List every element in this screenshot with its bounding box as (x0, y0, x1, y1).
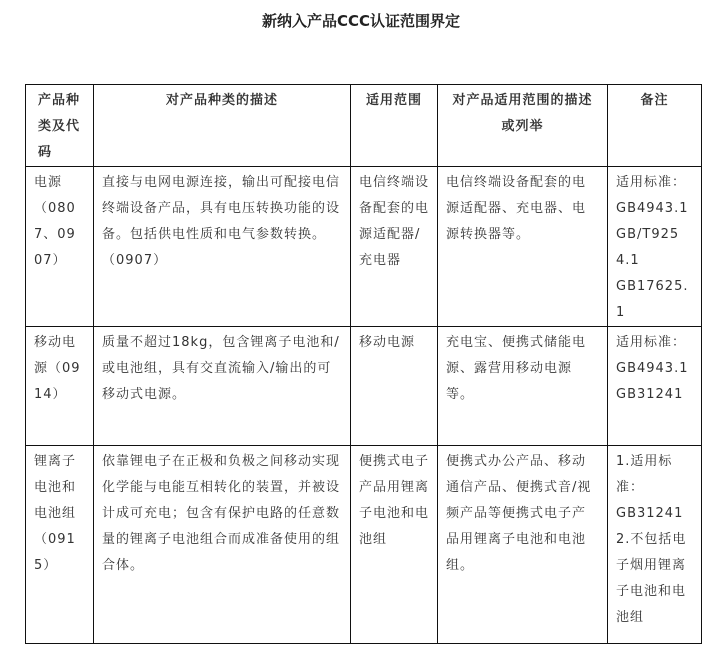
ccc-scope-table (25, 84, 702, 644)
remark-line: GB31241 (616, 506, 684, 521)
cell-category: 移动电源（0914） (26, 327, 94, 446)
remark-line: GB17625.1 (616, 279, 689, 320)
remark-line: GB/T9254.1 (616, 227, 680, 268)
cell-remarks (608, 327, 702, 446)
remark-line: 适用标准： (616, 335, 687, 350)
cell-remarks (608, 446, 702, 644)
cell-description: 质量不超过18kg，包含锂离子电池和/或电池组，具有交直流输入/输出的可移动式电源。 (94, 327, 351, 446)
table-row (26, 327, 702, 446)
document-title: 新纳入产品CCC认证范围界定 (261, 12, 461, 30)
header-description: 对产品种类的描述 (94, 85, 351, 167)
cell-description: 直接与电网电源连接，输出可配接电信终端设备产品，具有电压转换功能的设备。包括供电性质和电气参数转换。（0907） (94, 167, 351, 327)
remark-line: 1.适用标准： (616, 454, 673, 495)
remark-line: GB31241 (616, 387, 684, 402)
cell-scope-detail: 充电宝、便携式储能电源、露营用移动电源等。 (438, 327, 608, 446)
cell-remarks (608, 167, 702, 327)
remark-line: GB4943.1 (616, 201, 689, 216)
header-category: 产品种类及代码 (26, 85, 94, 167)
remark-line: GB4943.1 (616, 361, 689, 376)
cell-scope-detail: 电信终端设备配套的电源适配器、充电器、电源转换器等。 (438, 167, 608, 327)
cell-scope: 移动电源 (351, 327, 438, 446)
header-scope: 适用范围 (351, 85, 438, 167)
remark-line: 2.不包括电子烟用锂离子电池和电池组 (616, 532, 687, 625)
header-scope-detail: 对产品适用范围的描述或列举 (438, 85, 608, 167)
cell-scope-detail: 便携式办公产品、移动通信产品、便携式音/视频产品等便携式电子产品用锂离子电池和电池组。 (438, 446, 608, 644)
table-row (26, 446, 702, 644)
cell-scope: 便携式电子产品用锂离子电池和电池组 (351, 446, 438, 644)
table-row (26, 167, 702, 327)
cell-category: 锂离子电池和电池组（0915） (26, 446, 94, 644)
cell-scope: 电信终端设备配套的电源适配器/充电器 (351, 167, 438, 327)
header-remarks: 备注 (608, 85, 702, 167)
cell-description: 依靠锂电子在正极和负极之间移动实现化学能与电能互相转化的装置，并被设计成可充电；包含有保护电路的任意数量的锂离子电池组合而成准备使用的组合体。 (94, 446, 351, 644)
cell-category: 电源（0807、0907） (26, 167, 94, 327)
remark-line: 适用标准： (616, 175, 687, 190)
table-header-row (26, 85, 702, 167)
